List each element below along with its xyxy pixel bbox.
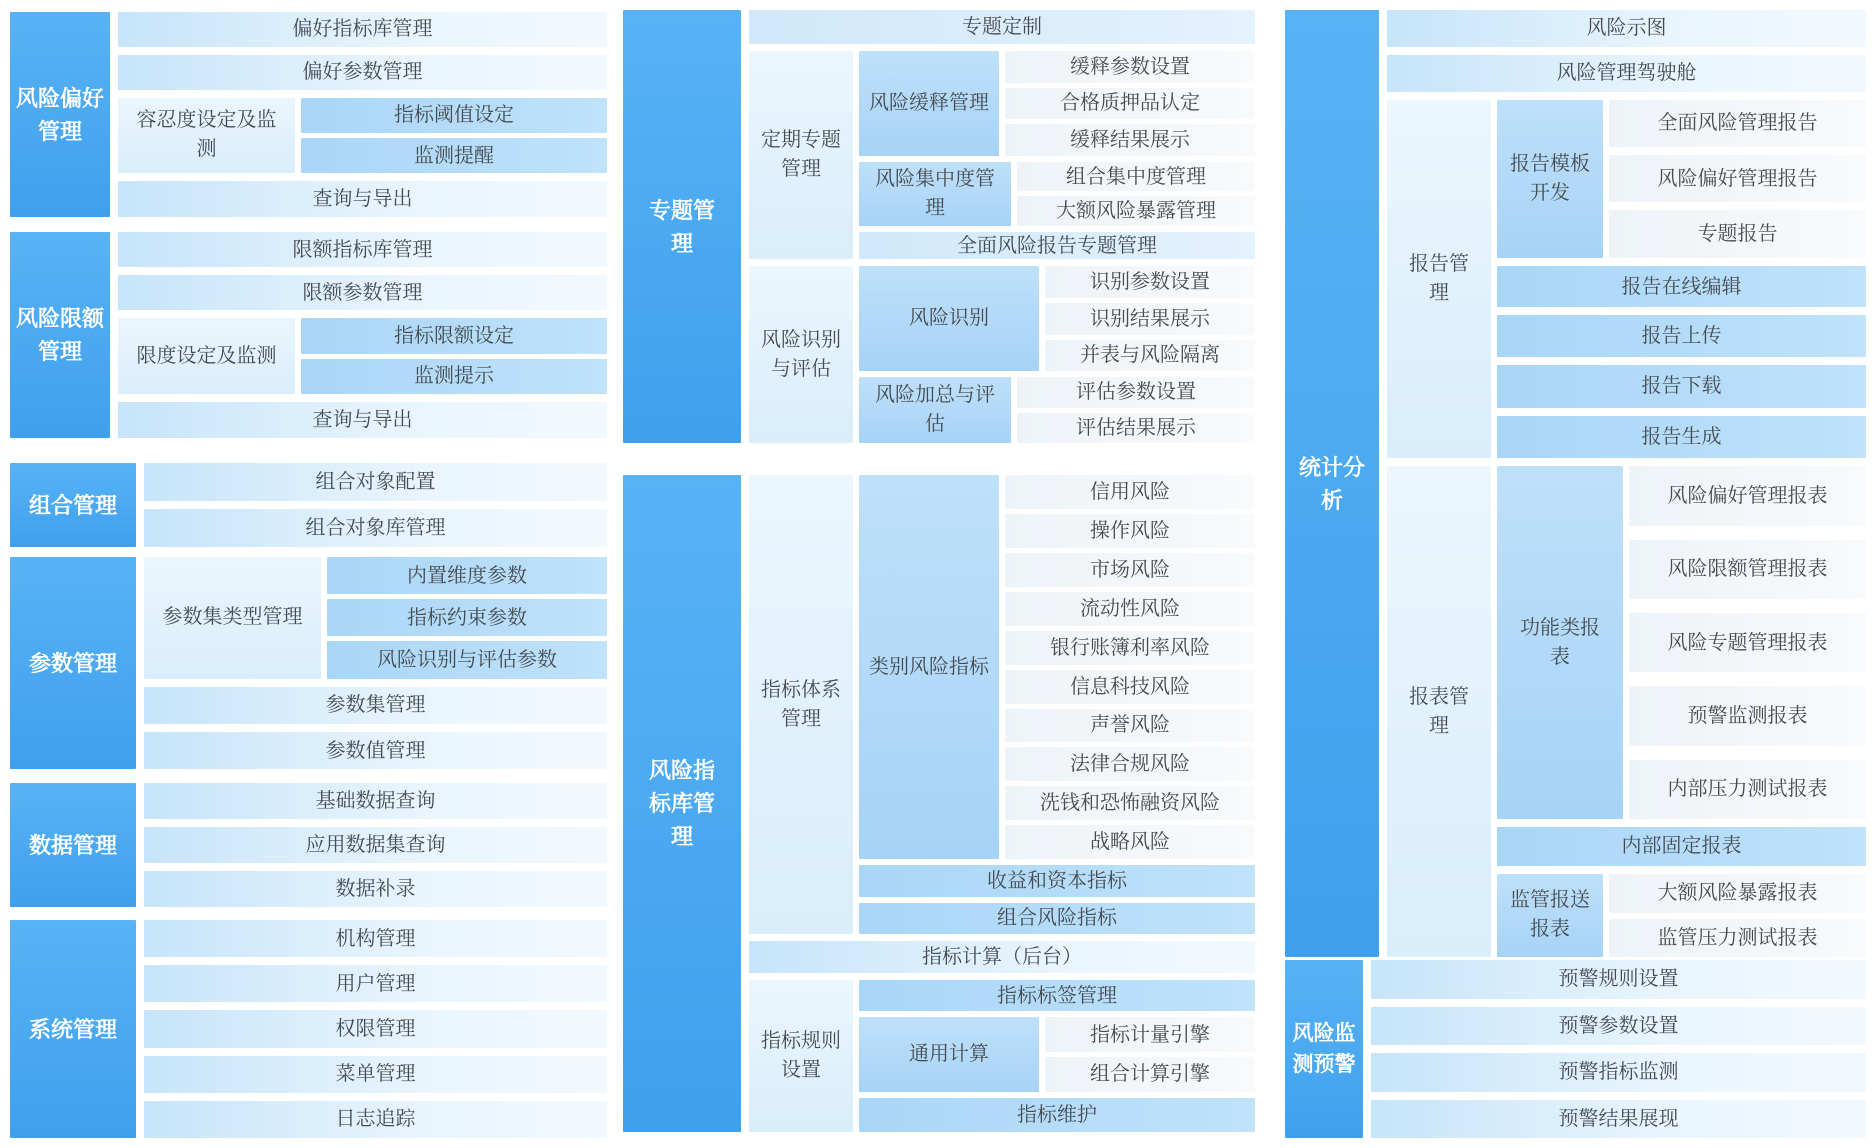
- menu-subgroup: 指标规则设置: [749, 980, 853, 1132]
- menu-subgroup: 报告管理: [1387, 100, 1491, 459]
- menu-item: 指标维护: [859, 1098, 1255, 1133]
- menu-item: 缓释结果展示: [1005, 124, 1255, 156]
- menu-item: 参数值管理: [144, 732, 607, 769]
- menu-item: 合格质押品认定: [1005, 88, 1255, 120]
- menu-item: 组合集中度管理: [1017, 162, 1255, 192]
- menu-item: 监测提醒: [301, 138, 607, 173]
- menu-item: 预警规则设置: [1371, 960, 1866, 999]
- menu-subgroup: 功能类报表: [1497, 466, 1623, 819]
- section-parameter: [10, 557, 607, 769]
- menu-item: 监测提示: [301, 359, 607, 394]
- section-indicator-library: [623, 475, 1255, 1132]
- menu-item: 组合计算引擎: [1045, 1057, 1255, 1092]
- menu-subgroup: 风险集中度管理: [859, 162, 1011, 226]
- section-title-indicator-library: 风险指标库管理: [623, 475, 741, 1132]
- menu-subgroup: 指标体系管理: [749, 475, 853, 934]
- menu-item: 银行账簿利率风险: [1005, 631, 1255, 665]
- menu-item: 指标限额设定: [301, 318, 607, 353]
- menu-item: 参数集管理: [144, 687, 607, 725]
- menu-item: 风险限额管理报表: [1629, 540, 1866, 599]
- menu-item: 基础数据查询: [144, 783, 607, 819]
- menu-item: 数据补录: [144, 871, 607, 907]
- menu-item: 偏好指标库管理: [118, 12, 607, 47]
- menu-item: 风险管理驾驶舱: [1387, 55, 1866, 92]
- menu-item: 风险识别与评估参数: [327, 641, 607, 678]
- menu-item: 组合对象库管理: [144, 509, 607, 547]
- menu-item: 全面风险管理报告: [1609, 100, 1866, 147]
- menu-item: 专题报告: [1609, 210, 1866, 257]
- menu-item: 报告生成: [1497, 416, 1866, 459]
- section-title-risk-monitor-warning: 风险监测预警: [1285, 960, 1363, 1138]
- menu-item: 监管压力测试报表: [1609, 919, 1866, 958]
- menu-item: 组合对象配置: [144, 463, 607, 501]
- menu-item: 风险偏好管理报告: [1609, 155, 1866, 202]
- menu-item: 声誉风险: [1005, 709, 1255, 743]
- menu-item: 风险示图: [1387, 10, 1866, 47]
- section-title-risk-preference: 风险偏好管理: [10, 12, 110, 217]
- section-title-system: 系统管理: [10, 920, 136, 1138]
- menu-item: 预警监测报表: [1629, 686, 1866, 745]
- menu-item: 评估结果展示: [1017, 413, 1255, 443]
- menu-item: 预警指标监测: [1371, 1053, 1866, 1092]
- menu-item: 机构管理: [144, 920, 607, 957]
- section-title-data: 数据管理: [10, 783, 136, 907]
- menu-item: 用户管理: [144, 965, 607, 1002]
- section-title-risk-limit: 风险限额管理: [10, 232, 110, 438]
- menu-item: 市场风险: [1005, 553, 1255, 587]
- menu-item: 指标计算（后台）: [749, 941, 1255, 973]
- menu-item: 大额风险暴露报表: [1609, 874, 1866, 913]
- section-title-parameter: 参数管理: [10, 557, 136, 769]
- section-portfolio: [10, 463, 607, 547]
- menu-item: 日志追踪: [144, 1101, 607, 1138]
- menu-item: 预警参数设置: [1371, 1007, 1866, 1046]
- menu-item: 识别参数设置: [1045, 266, 1255, 298]
- menu-subgroup: 监管报送报表: [1497, 874, 1603, 957]
- menu-item: 应用数据集查询: [144, 827, 607, 863]
- section-title-statistics: 统计分析: [1285, 10, 1379, 957]
- menu-item: 限额指标库管理: [118, 232, 607, 267]
- menu-item: 并表与风险隔离: [1045, 340, 1255, 372]
- menu-item: 内部固定报表: [1497, 827, 1866, 866]
- menu-item: 指标标签管理: [859, 980, 1255, 1011]
- menu-item: 洗钱和恐怖融资风险: [1005, 786, 1255, 820]
- menu-subgroup: 容忍度设定及监测: [118, 98, 295, 174]
- section-risk-monitor-warning: [1285, 960, 1866, 1138]
- menu-subgroup: 报表管理: [1387, 466, 1491, 957]
- menu-subgroup: 风险缓释管理: [859, 51, 999, 156]
- section-data: [10, 783, 607, 907]
- section-statistics: [1285, 10, 1866, 957]
- section-title-topic: 专题管理: [623, 10, 741, 443]
- menu-item: 权限管理: [144, 1010, 607, 1047]
- menu-item: 信用风险: [1005, 475, 1255, 509]
- menu-subgroup: 报告模板开发: [1497, 100, 1603, 258]
- section-topic: [623, 10, 1255, 443]
- section-system: [10, 920, 607, 1138]
- menu-item: 信息科技风险: [1005, 670, 1255, 704]
- menu-item: 偏好参数管理: [118, 55, 607, 90]
- menu-item: 报告下载: [1497, 365, 1866, 408]
- menu-item: 指标约束参数: [327, 599, 607, 636]
- menu-item: 战略风险: [1005, 825, 1255, 859]
- menu-subgroup: 定期专题管理: [749, 51, 853, 259]
- menu-subgroup: 限度设定及监测: [118, 318, 295, 394]
- menu-item: 指标计量引擎: [1045, 1017, 1255, 1052]
- section-risk-preference: [10, 12, 607, 217]
- menu-item: 评估参数设置: [1017, 377, 1255, 407]
- menu-subgroup: 类别风险指标: [859, 475, 999, 859]
- menu-item: 查询与导出: [118, 402, 607, 438]
- menu-item: 查询与导出: [118, 181, 607, 217]
- menu-subgroup: 通用计算: [859, 1017, 1039, 1091]
- menu-item: 风险专题管理报表: [1629, 613, 1866, 672]
- menu-item: 预警结果展现: [1371, 1100, 1866, 1139]
- section-title-portfolio: 组合管理: [10, 463, 136, 547]
- menu-item: 风险偏好管理报表: [1629, 466, 1866, 525]
- menu-item: 大额风险暴露管理: [1017, 196, 1255, 226]
- menu-item: 操作风险: [1005, 514, 1255, 548]
- menu-item: 专题定制: [749, 10, 1255, 44]
- menu-item: 收益和资本指标: [859, 865, 1255, 896]
- menu-item: 全面风险报告专题管理: [859, 232, 1255, 259]
- menu-subgroup: 风险识别: [859, 266, 1039, 371]
- menu-item: 缓释参数设置: [1005, 51, 1255, 83]
- menu-item: 内部压力测试报表: [1629, 760, 1866, 819]
- menu-subgroup: 风险加总与评估: [859, 377, 1011, 443]
- menu-subgroup: 参数集类型管理: [144, 557, 321, 679]
- menu-item: 法律合规风险: [1005, 747, 1255, 781]
- menu-item: 指标阈值设定: [301, 98, 607, 133]
- menu-subgroup: 风险识别与评估: [749, 266, 853, 443]
- menu-item: 报告在线编辑: [1497, 266, 1866, 308]
- menu-item: 组合风险指标: [859, 903, 1255, 934]
- menu-item: 识别结果展示: [1045, 303, 1255, 335]
- menu-item: 流动性风险: [1005, 592, 1255, 626]
- menu-item: 内置维度参数: [327, 557, 607, 594]
- menu-item: 菜单管理: [144, 1056, 607, 1093]
- menu-item: 限额参数管理: [118, 275, 607, 310]
- menu-item: 报告上传: [1497, 315, 1866, 357]
- section-risk-limit: [10, 232, 607, 438]
